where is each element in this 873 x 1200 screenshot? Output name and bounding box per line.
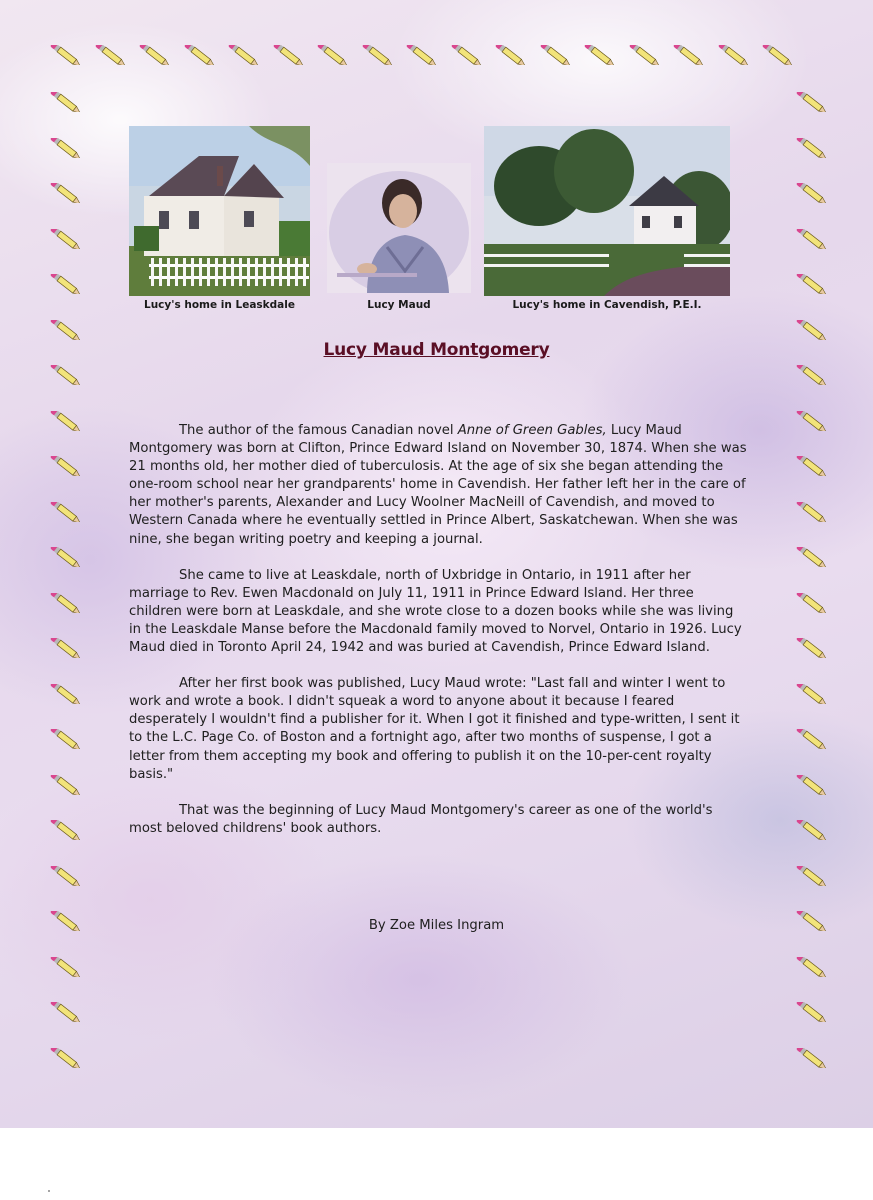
pencil-icon: [44, 638, 88, 658]
pencil-icon: [790, 320, 834, 340]
pencil-icon: [44, 775, 88, 795]
lucy-maud-portrait-photo: [327, 163, 471, 293]
pencil-icon: [133, 45, 177, 65]
pencil-icon: [222, 45, 266, 65]
pencil-icon: [667, 45, 711, 65]
pencil-icon: [44, 365, 88, 385]
scan-speck: [48, 1190, 50, 1192]
byline: By Zoe Miles Ingram: [368, 918, 505, 933]
portrait-photo-caption: Lucy Maud: [367, 299, 431, 311]
pencil-icon: [44, 45, 88, 65]
pencil-icon: [44, 502, 88, 522]
pencil-icon: [790, 638, 834, 658]
pencil-icon: [44, 183, 88, 203]
leaskdale-photo-caption: Lucy's home in Leaskdale: [144, 299, 295, 311]
pencil-icon: [178, 45, 222, 65]
pencil-icon: [790, 274, 834, 294]
pencil-icon: [790, 229, 834, 249]
pencil-icon: [790, 820, 834, 840]
pencil-icon: [267, 45, 311, 65]
pencil-icon: [790, 775, 834, 795]
pencil-icon: [44, 456, 88, 476]
pencil-icon: [578, 45, 622, 65]
pencil-icon: [756, 45, 800, 65]
pencil-icon: [44, 866, 88, 886]
pencil-icon: [790, 456, 834, 476]
pencil-icon: [790, 1002, 834, 1022]
pencil-icon: [44, 1002, 88, 1022]
pencil-icon: [89, 45, 133, 65]
pencil-icon: [44, 684, 88, 704]
pencil-icon: [489, 45, 533, 65]
pencil-icon: [44, 92, 88, 112]
pencil-icon: [790, 866, 834, 886]
pencil-icon: [44, 411, 88, 431]
pencil-icon: [44, 274, 88, 294]
pencil-icon: [44, 547, 88, 567]
pencil-icon: [356, 45, 400, 65]
pencil-icon: [534, 45, 578, 65]
pencil-icon: [44, 729, 88, 749]
pencil-icon: [790, 684, 834, 704]
leaskdale-house-photo: [129, 126, 310, 296]
article-body: [129, 422, 749, 856]
pencil-icon: [790, 365, 834, 385]
novel-title: Anne of Green Gables,: [457, 423, 607, 438]
paragraph-1: The author of the famous Canadian novel Anne of Green Gables, Lucy Maud Montgomery was born at Clifton, Prince Edward Island on November 30, 1874. When she was 21 months old, her mother died of tuberculosis. At the age of six she began attending the one-room school near her grandparents' home in Cavendish. Her father left her in the care of her mother's parents, Alexander and Lucy Woolner MacNeill of Cavendish, and moved to Western Canada where he eventually settled in Prince Albert, Saskatchewan. When she was nine, she began writing poetry and keeping a journal.: [129, 423, 747, 547]
pencil-icon: [790, 92, 834, 112]
pencil-icon: [790, 1048, 834, 1068]
paragraph-4: That was the beginning of Lucy Maud Montgomery's career as one of the world's most beloved childrens' book authors.: [129, 802, 713, 836]
pencil-icon: [44, 820, 88, 840]
pencil-icon: [44, 320, 88, 340]
paragraph-2: She came to live at Leaskdale, north of Uxbridge in Ontario, in 1911 after her marriage to Rev. Ewen Macdonald on July 11, 1911 in Prince Edward Island. Her three children were born at Leaskdale, and she wrote close to a dozen books while she was living in the Leaskdale Manse before the Macdonald family moved to Norvel, Ontario in 1926. Lucy Maud died in Toronto April 24, 1942 and was buried at Cavendish, Prince Edward Island.: [129, 567, 742, 656]
pencil-icon: [790, 502, 834, 522]
pencil-icon: [790, 547, 834, 567]
paragraph-3: After her first book was published, Lucy Maud wrote: "Last fall and winter I went to work and wrote a book. I didn't squeak a word to anyone about it because I feared desperately I wouldn't find a publisher for it. When I got it finished and type-written, I sent it to the L.C. Page Co. of Boston and a fortnight ago, after two months of suspense, I got a letter from them accepting my book and offering to publish it on the 10-per-cent royalty basis.": [129, 676, 740, 782]
pencil-icon: [623, 45, 667, 65]
cavendish-house-photo: [484, 126, 730, 296]
pencil-icon: [790, 138, 834, 158]
pencil-icon: [400, 45, 444, 65]
pencil-icon: [311, 45, 355, 65]
pencil-icon: [445, 45, 489, 65]
pencil-icon: [44, 229, 88, 249]
pencil-icon: [790, 183, 834, 203]
pencil-icon: [44, 957, 88, 977]
pencil-icon: [790, 957, 834, 977]
pencil-icon: [790, 729, 834, 749]
pencil-icon: [44, 138, 88, 158]
page-title: Lucy Maud Montgomery: [323, 340, 550, 360]
pencil-icon: [712, 45, 756, 65]
cavendish-photo-caption: Lucy's home in Cavendish, P.E.I.: [512, 299, 702, 311]
pencil-icon: [44, 593, 88, 613]
pencil-icon: [44, 1048, 88, 1068]
pencil-icon: [790, 411, 834, 431]
pencil-icon: [790, 593, 834, 613]
